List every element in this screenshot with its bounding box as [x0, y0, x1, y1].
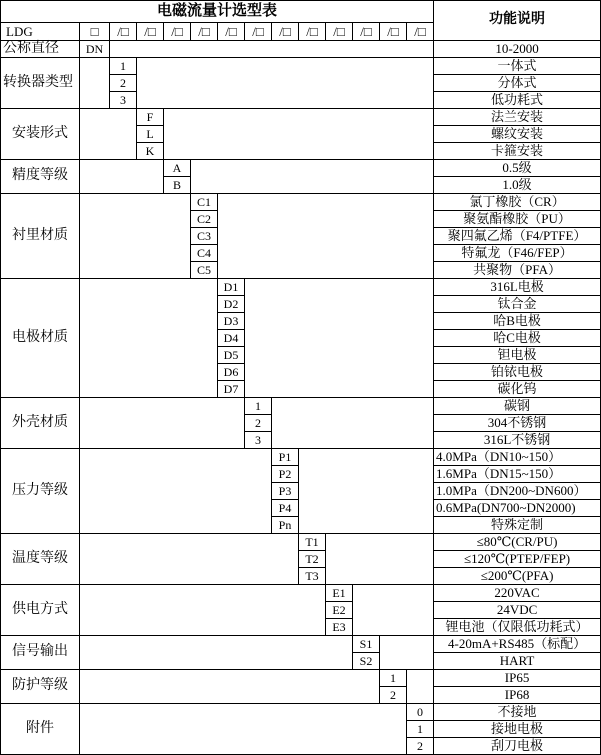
section-label: 安装形式	[1, 109, 80, 160]
section-label: 衬里材质	[1, 194, 80, 279]
selection-code-box: /□	[353, 23, 380, 41]
spacer-cell	[380, 636, 434, 670]
code-cell: D6	[218, 364, 245, 381]
spacer-cell	[164, 109, 434, 160]
code-cell: 1	[407, 721, 434, 738]
selection-code-box: /□	[137, 23, 164, 41]
code-cell: P3	[272, 483, 299, 500]
function-cell: 特氟龙（F46/FEP）	[434, 245, 601, 262]
spacer-cell	[80, 279, 218, 398]
code-cell: DN	[80, 41, 110, 58]
table-row	[1, 704, 601, 721]
selection-code-box: /□	[164, 23, 191, 41]
function-cell: 铂铱电极	[434, 364, 601, 381]
function-cell: 哈B电极	[434, 313, 601, 330]
spacer-cell	[353, 585, 434, 636]
table-row	[1, 534, 601, 551]
spacer-cell	[80, 449, 272, 534]
table-row	[1, 194, 601, 211]
function-cell: 碳化钨	[434, 381, 601, 398]
function-cell: 螺纹安装	[434, 126, 601, 143]
function-cell: 低功耗式	[434, 92, 601, 109]
table-row	[1, 41, 601, 58]
code-cell: Pn	[272, 517, 299, 534]
table-row	[1, 160, 601, 177]
function-cell: 0.6MPa(DN700~DN2000)	[434, 500, 601, 517]
function-cell: 1.0级	[434, 177, 601, 194]
spacer-cell	[245, 279, 434, 398]
spacer-cell	[80, 585, 326, 636]
code-cell: P2	[272, 466, 299, 483]
table-row	[1, 398, 601, 415]
section-label: 信号输出	[1, 636, 80, 670]
code-cell: C4	[191, 245, 218, 262]
spacer-cell	[80, 704, 407, 755]
table-row	[1, 636, 601, 653]
function-cell: HART	[434, 653, 601, 670]
function-cell: 304不锈钢	[434, 415, 601, 432]
selection-code-box: /□	[245, 23, 272, 41]
function-cell: 碳钢	[434, 398, 601, 415]
spacer-cell	[299, 449, 434, 534]
function-cell: 4-20mA+RS485（标配）	[434, 636, 601, 653]
function-cell: ≤80℃(CR/PU)	[434, 534, 601, 551]
code-cell: D5	[218, 347, 245, 364]
code-cell: C1	[191, 194, 218, 211]
code-cell: 3	[110, 92, 137, 109]
section-label: 外壳材质	[1, 398, 80, 449]
function-cell: ≤120℃(PTEP/FEP)	[434, 551, 601, 568]
function-cell: 24VDC	[434, 602, 601, 619]
code-cell: S1	[353, 636, 380, 653]
code-cell: B	[164, 177, 191, 194]
spacer-cell	[218, 194, 434, 279]
spacer-cell	[80, 109, 137, 160]
code-cell: 3	[245, 432, 272, 449]
code-cell: E2	[326, 602, 353, 619]
code-cell: F	[137, 109, 164, 126]
function-cell: 0.5级	[434, 160, 601, 177]
function-cell: IP65	[434, 670, 601, 687]
code-cell: 2	[245, 415, 272, 432]
function-cell: 锂电池（仅限低功耗式）	[434, 619, 601, 636]
selection-code-box: /□	[272, 23, 299, 41]
code-cell: 0	[407, 704, 434, 721]
selection-code-box: /□	[407, 23, 434, 41]
function-cell: 钽电极	[434, 347, 601, 364]
table-row	[1, 58, 601, 75]
spacer-cell	[80, 670, 380, 704]
spacer-cell	[272, 398, 434, 449]
model-prefix: LDG	[1, 23, 80, 41]
selection-code-box: /□	[380, 23, 407, 41]
code-cell: D4	[218, 330, 245, 347]
code-cell: 1	[245, 398, 272, 415]
section-label: 防护等级	[1, 670, 80, 704]
function-cell: 1.6MPa（DN15~150）	[434, 466, 601, 483]
spacer-cell	[80, 194, 191, 279]
table-body	[1, 1, 601, 755]
section-label: 供电方式	[1, 585, 80, 636]
spacer-cell	[80, 58, 110, 109]
function-cell: 刮刀电极	[434, 738, 601, 755]
code-cell: 2	[110, 75, 137, 92]
selection-code-box: /□	[326, 23, 353, 41]
code-cell: D7	[218, 381, 245, 398]
code-cell: P1	[272, 449, 299, 466]
code-cell: T1	[299, 534, 326, 551]
function-cell: 不接地	[434, 704, 601, 721]
code-cell: T3	[299, 568, 326, 585]
function-cell: 10-2000	[434, 41, 601, 58]
spacer-cell	[80, 160, 164, 194]
function-cell: 一体式	[434, 58, 601, 75]
function-cell: 316L不锈钢	[434, 432, 601, 449]
function-cell: 氯丁橡胶（CR）	[434, 194, 601, 211]
spacer-cell	[80, 534, 299, 585]
code-cell: 2	[380, 687, 407, 704]
code-cell: 1	[380, 670, 407, 687]
code-cell: L	[137, 126, 164, 143]
function-cell: 316L电极	[434, 279, 601, 296]
code-cell: 1	[110, 58, 137, 75]
function-cell: 1.0MPa（DN200~DN600）	[434, 483, 601, 500]
spacer-cell	[326, 534, 434, 585]
table-row	[1, 109, 601, 126]
code-cell: S2	[353, 653, 380, 670]
function-cell: IP68	[434, 687, 601, 704]
code-cell: A	[164, 160, 191, 177]
function-cell: 哈C电极	[434, 330, 601, 347]
section-label: 精度等级	[1, 160, 80, 194]
table-title: 电磁流量计选型表	[1, 1, 434, 23]
section-label: 电极材质	[1, 279, 80, 398]
title-row	[1, 1, 601, 23]
spacer-cell	[110, 41, 434, 58]
selection-code-box: /□	[110, 23, 137, 41]
table-row	[1, 670, 601, 687]
selection-code-box: /□	[218, 23, 245, 41]
function-cell: 特殊定制	[434, 517, 601, 534]
dn-code-box: □	[80, 23, 110, 41]
code-cell: E1	[326, 585, 353, 602]
function-cell: ≤200℃(PFA)	[434, 568, 601, 585]
spacer-cell	[191, 160, 434, 194]
table-row	[1, 585, 601, 602]
code-cell: C5	[191, 262, 218, 279]
function-column-header: 功能说明	[434, 1, 601, 41]
code-cell: P4	[272, 500, 299, 517]
spacer-cell	[80, 636, 353, 670]
function-cell: 聚四氟乙烯（F4/PTFE）	[434, 228, 601, 245]
section-label: 附件	[1, 704, 80, 755]
spacer-cell	[407, 670, 434, 704]
code-cell: K	[137, 143, 164, 160]
function-cell: 聚氨酯橡胶（PU）	[434, 211, 601, 228]
table-row	[1, 449, 601, 466]
selection-code-box: /□	[191, 23, 218, 41]
spacer-cell	[80, 398, 245, 449]
table-row	[1, 279, 601, 296]
function-cell: 4.0MPa（DN10~150）	[434, 449, 601, 466]
function-cell: 卡箍安装	[434, 143, 601, 160]
code-cell: D2	[218, 296, 245, 313]
function-cell: 共聚物（PFA）	[434, 262, 601, 279]
selection-code-box: /□	[299, 23, 326, 41]
section-label: 转换器类型	[1, 58, 80, 109]
section-label: 压力等级	[1, 449, 80, 534]
code-cell: E3	[326, 619, 353, 636]
code-cell: D3	[218, 313, 245, 330]
code-cell: 2	[407, 738, 434, 755]
section-label: 公称直径	[1, 41, 80, 58]
function-cell: 法兰安装	[434, 109, 601, 126]
function-cell: 分体式	[434, 75, 601, 92]
function-cell: 接地电极	[434, 721, 601, 738]
spacer-cell	[137, 58, 434, 109]
code-cell: C2	[191, 211, 218, 228]
code-cell: T2	[299, 551, 326, 568]
code-cell: D1	[218, 279, 245, 296]
function-cell: 钛合金	[434, 296, 601, 313]
section-label: 温度等级	[1, 534, 80, 585]
function-cell: 220VAC	[434, 585, 601, 602]
code-cell: C3	[191, 228, 218, 245]
